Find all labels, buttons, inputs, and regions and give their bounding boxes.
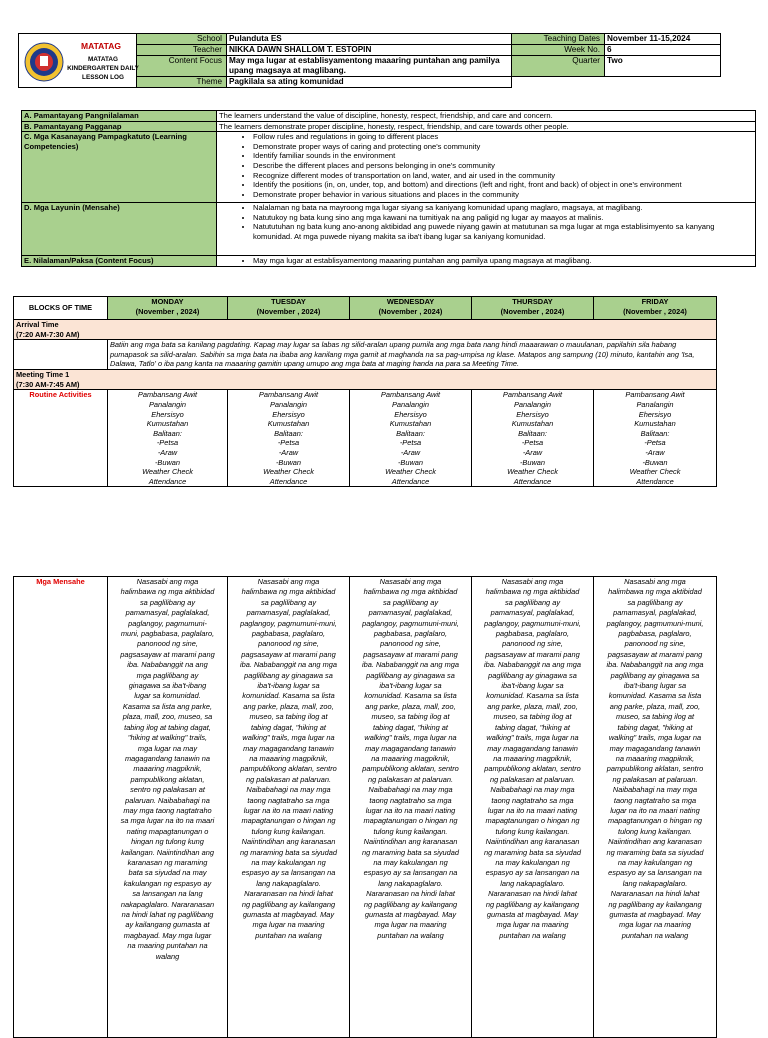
content-standard-text: The learners understand the value of discipline, honesty, respect, friendship, and care and concern. bbox=[217, 111, 756, 122]
school-label: School bbox=[137, 34, 227, 45]
week-value: 6 bbox=[605, 45, 721, 56]
list-item: • Follow rules and regulations in going to different places bbox=[253, 132, 753, 142]
content-focus-list bbox=[217, 256, 756, 267]
mensahe-friday: Nasasabi ang mga halimbawa ng mga aktibidad sa paglilibang ay pamamasyal, paglalakad, paglangoy, pagmumuni-muni, pagbabasa, paglalaro, panonood ng sine, pagsasayaw at marami pang iba. Nababanggit na ang mga paglilibang ay ginagawa sa iba't-ibang lugar sa komunidad. Kasama sa lista ang parke, plaza, mall, zoo, museo, sa tabing ilog at tabing dagat, "hiking at walking" trails, mga lugar na may magagandang tanawin na maaaring magpiknik, pampublikong aklatan, sentro ng palakasan at palaruan. Naibabahagi na may mga taong nagtatraho sa mga lugar na ito na maari nating mapagtanungan o hingan ng tulong kung kailangan. Naiintindihan ang karanasan ng maraming bata sa siyudad na may kakulangan ng espasyo ay sa lansangan na lang nakapaglalaro. Nararanasan na hindi lahat ng paglilibang ay kailangang gumasta at magbayad. May mga lugar na maaring puntahan na walang bbox=[594, 577, 717, 1038]
mensahe-thursday: Nasasabi ang mga halimbawa ng mga aktibidad sa paglilibang ay pamamasyal, paglalakad, paglangoy, pagmumuni-muni, pagbabasa, paglalaro, panonood ng sine, pagsasayaw at marami pang iba. Nababanggit na ang mga paglilibang ay ginagawa sa iba't-ibang lugar sa komunidad. Kasama sa lista ang parke, plaza, mall, zoo, museo, sa tabing ilog at tabing dagat, "hiking at walking" trails, mga lugar na may magagandang tanawin na maaaring magpiknik, pampublikong aklatan, sentro ng palakasan at palaruan. Naibabahagi na may mga taong nagtatraho sa mga lugar na ito na maari nating mapagtanungan o hingan ng tulong kung kailangan. Naiintindihan ang karanasan ng maraming bata sa siyudad na may kakulangan ng espasyo ay sa lansangan na lang nakapaglalaro. Nararanasan na hindi lahat ng paglilibang ay kailangang gumasta at magbayad. May mga lugar na maaring puntahan na walang bbox=[472, 577, 594, 1038]
meeting-time-row: Meeting Time 1 (7:30 AM-7:45 AM) bbox=[14, 370, 717, 390]
focus-label: Content Focus bbox=[137, 56, 227, 77]
list-item: • Identify the positions (in, on, under, top, and bottom) and directions (left and right, front and back) of object in one's environment bbox=[253, 180, 753, 190]
list-item: • Recognize different modes of transportation on land, water, and air used in the community bbox=[253, 171, 753, 181]
routine-list-monday: Pambansang Awit Panalangin Ehersisyo Kumustahan Balitaan: -Petsa -Araw -Buwan Weather Check Attendance bbox=[108, 390, 228, 487]
content-focus-label: E. Nilalaman/Paksa (Content Focus) bbox=[22, 256, 217, 267]
list-item: • Describe the different places and persons belonging in one's community bbox=[253, 161, 753, 171]
day-header-tuesday: TUESDAY (November , 2024) bbox=[228, 297, 350, 320]
day-header-friday: FRIDAY (November , 2024) bbox=[594, 297, 717, 320]
list-item: • Demonstrate proper behavior in various situations and places in the community bbox=[253, 190, 753, 200]
theme-value: Pagkilala sa ating komunidad bbox=[227, 77, 512, 88]
teacher-value: NIKKA DAWN SHALLOM T. ESTOPIN bbox=[227, 45, 512, 56]
quarter-label: Quarter bbox=[512, 56, 605, 77]
list-item: • Nalalaman ng bata na mayroong mga lugar siyang sa kaniyang komunidad upang maglaro, magsaya, at maglibang. bbox=[253, 203, 753, 213]
objectives-list bbox=[217, 203, 756, 256]
school-value: Pulanduta ES bbox=[227, 34, 512, 45]
logo-subtitle: MATATAG KINDERGARTEN DAILY LESSON LOG bbox=[67, 55, 139, 81]
week-label: Week No. bbox=[512, 45, 605, 56]
mensahe-monday: Nasasabi ang mga halimbawa ng mga aktibidad sa paglilibang ay pamamasyal, paglalakad, paglangoy, pagmumuni-muni, pagbabasa, paglalaro, panonood ng sine, pagsasayaw at marami pang iba. Nababanggit na ang mga paglilibang ay ginagawa sa iba't-ibang lugar sa komunidad. Kasama sa lista ang parke, plaza, mall, zoo, museo, sa tabing ilog at tabing dagat, "hiking at walking" trails, mga lugar na may magagandang tanawin na maaaring magpiknik, pampublikong aklatan, sentro ng palakasan at palaruan. Naibabahagi na may mga taong nagtatraho sa mga lugar na ito na maari nating mapagtanungan o hingan ng tulong kung kailangan. Naiintindihan ang karanasan ng maraming bata sa siyudad na may kakulangan ng espasyo ay sa lansangan na lang nakapaglalaro. Nararanasan na hindi lahat ng paglilibang ay kailangang gumasta at magbayad. May mga lugar na maaring puntahan na walang bbox=[108, 577, 228, 1038]
blocks-of-time-header: BLOCKS OF TIME bbox=[14, 297, 108, 320]
mensahe-tuesday: Nasasabi ang mga halimbawa ng mga aktibidad sa paglilibang ay pamamasyal, paglalakad, paglangoy, pagmumuni-muni, pagbabasa, paglalaro, panonood ng sine, pagsasayaw at marami pang iba. Nababanggit na ang mga paglilibang ay ginagawa sa iba't-ibang lugar sa komunidad. Kasama sa lista ang parke, plaza, mall, zoo, museo, sa tabing ilog at tabing dagat, "hiking at walking" trails, mga lugar na may magagandang tanawin na maaaring magpiknik, pampublikong aklatan, sentro ng palakasan at palaruan. Naibabahagi na may mga taong nagtatraho sa mga lugar na ito na maari nating mapagtanungan o hingan ng tulong kung kailangan. Naiintindihan ang karanasan ng maraming bata sa siyudad na may kakulangan ng espasyo ay sa lansangan na lang nakapaglalaro. Nararanasan na hindi lahat ng paglilibang ay kailangang gumasta at magbayad. May mga lugar na maaring puntahan na walang bbox=[228, 577, 350, 1038]
quarter-value: Two bbox=[605, 56, 721, 77]
list-item: • Natutukoy ng bata kung sino ang mga kawani na tumitiyak na ang paligid ng lugar ay maayos at malinis. bbox=[253, 213, 753, 223]
routine-list-friday: Pambansang Awit Panalangin Ehersisyo Kumustahan Balitaan: -Petsa -Araw -Buwan Weather Check Attendance bbox=[594, 390, 717, 487]
routine-activities-label: Routine Activities bbox=[14, 390, 108, 487]
competencies-list bbox=[217, 132, 756, 203]
arrival-instructions: Batiin ang mga bata sa kanilang pagdating. Kapag may lugar sa labas ng silid-aralan upang pumila ang mga bata nang hindi maaarawan o mauulanan, papilahin sila habang pumapasok sa silid-aralan. Sabihin sa mga bata na ibaba ang kanilang mga gamit at maghanda na sa pag-umpisa ng klase. Matapos ang sampung (10) minuto, kantahin ang 'Isa, Dalawa, Tatlo' o iba pang kanta na maaaring gamitin upang umupo ang mga bata at maging handa na para sa Meeting Time. bbox=[108, 340, 717, 370]
standards-block bbox=[21, 110, 756, 267]
routine-list-wednesday: Pambansang Awit Panalangin Ehersisyo Kumustahan Balitaan: -Petsa -Araw -Buwan Weather Check Attendance bbox=[350, 390, 472, 487]
performance-standard-text: The learners demonstrate proper discipline, honesty, respect, friendship, and care towards other people. bbox=[217, 121, 756, 132]
arrival-time-row: Arrival Time (7:20 AM-7:30 AM) bbox=[14, 320, 717, 340]
list-item: • Demonstrate proper ways of caring and protecting one's community bbox=[253, 142, 753, 152]
mensahe-wednesday: Nasasabi ang mga halimbawa ng mga aktibidad sa paglilibang ay pamamasyal, paglalakad, paglangoy, pagmumuni-muni, pagbabasa, paglalaro, panonood ng sine, pagsasayaw at marami pang iba. Nababanggit na ang mga paglilibang ay ginagawa sa iba't-ibang lugar sa komunidad. Kasama sa lista ang parke, plaza, mall, zoo, museo, sa tabing ilog at tabing dagat, "hiking at walking" trails, mga lugar na may magagandang tanawin na maaaring magpiknik, pampublikong aklatan, sentro ng palakasan at palaruan. Naibabahagi na may mga taong nagtatraho sa mga lugar na ito na maari nating mapagtanungan o hingan ng tulong kung kailangan. Naiintindihan ang karanasan ng maraming bata sa siyudad na may kakulangan ng espasyo ay sa lansangan na lang nakapaglalaro. Nararanasan na hindi lahat ng paglilibang ay kailangang gumasta at magbayad. May mga lugar na maaring puntahan na walang bbox=[350, 577, 472, 1038]
logo-cell bbox=[19, 34, 137, 88]
deped-seal-icon bbox=[24, 42, 64, 82]
teacher-label: Teacher bbox=[137, 45, 227, 56]
theme-label: Theme bbox=[137, 77, 227, 88]
day-header-wednesday: WEDNESDAY (November , 2024) bbox=[350, 297, 472, 320]
day-header-monday: MONDAY (November , 2024) bbox=[108, 297, 228, 320]
mga-mensahe-label: Mga Mensahe bbox=[14, 577, 108, 1038]
focus-value: May mga lugar at establisyamentong maaaring puntahan ang pamilya upang magsaya at maglibang. bbox=[227, 56, 512, 77]
objectives-label: D. Mga Layunin (Mensahe) bbox=[22, 203, 217, 256]
schedule-block bbox=[13, 296, 717, 487]
routine-list-thursday: Pambansang Awit Panalangin Ehersisyo Kumustahan Balitaan: -Petsa -Araw -Buwan Weather Check Attendance bbox=[472, 390, 594, 487]
performance-standard-label: B. Pamantayang Pagganap bbox=[22, 121, 217, 132]
list-item: • Identify familiar sounds in the environment bbox=[253, 151, 753, 161]
mensahe-block bbox=[13, 576, 717, 1038]
dates-value: November 11-15,2024 bbox=[605, 34, 721, 45]
content-standard-label: A. Pamantayang Pangnilalaman bbox=[22, 111, 217, 122]
header-block bbox=[18, 33, 721, 88]
day-header-thursday: THURSDAY (November , 2024) bbox=[472, 297, 594, 320]
dates-label: Teaching Dates bbox=[512, 34, 605, 45]
routine-list-tuesday: Pambansang Awit Panalangin Ehersisyo Kumustahan Balitaan: -Petsa -Araw -Buwan Weather Check Attendance bbox=[228, 390, 350, 487]
logo-wordmark: MATATAG bbox=[81, 40, 121, 51]
competencies-label: C. Mga Kasanayang Pampagkatuto (Learning Competencies) bbox=[22, 132, 217, 203]
list-item: • Natututuhan ng bata kung ano-anong aktibidad ang puwede niyang gawin at matutunan sa mga lugar at mga establisimyento sa kanyang komunidad. At mga puwede niyang makita sa iba't ibang lugar sa kaniyang komunidad. bbox=[253, 222, 753, 241]
list-item: • May mga lugar at establisyamentong maaaring puntahan ang pamilya upang magsaya at maglibang. bbox=[253, 256, 753, 266]
